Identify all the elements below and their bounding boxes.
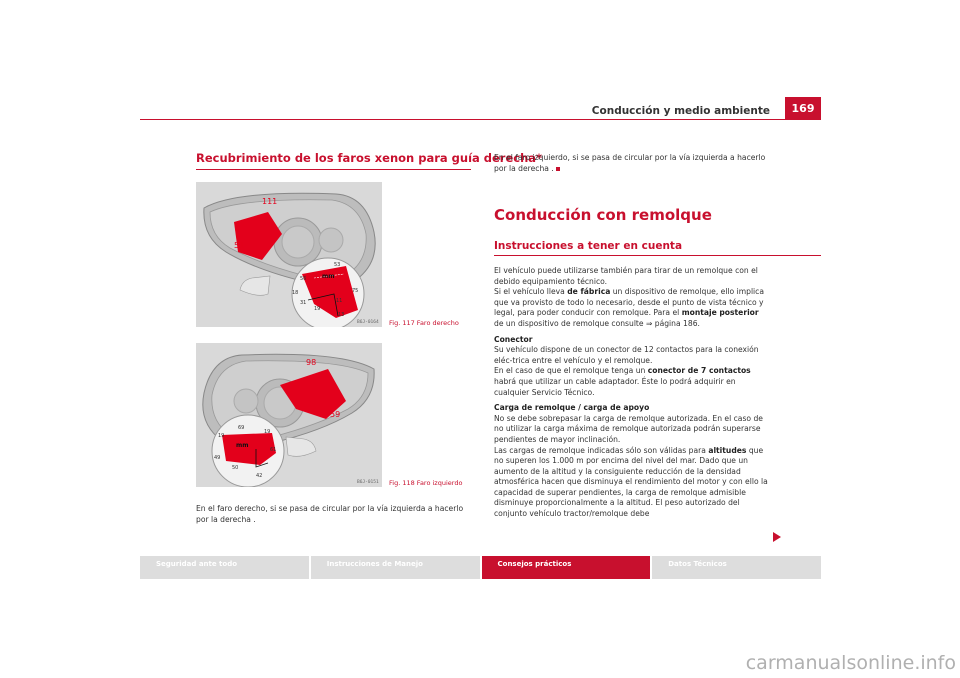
tab-consejos-active[interactable]: Consejos prácticos (482, 556, 651, 579)
figure-left-headlight (196, 343, 382, 487)
left-section-rule (196, 169, 471, 170)
paragraph: Si el vehículo lleva de fábrica un dispositivo de remolque, ello implica que va provisto de todo lo necesario, desde el punto de vista técnico y legal, para poder conducir con remolque. Para el montaje posterior de un dispositivo de remolque consulte ⇒ página 186. (494, 287, 764, 328)
dim-label: 42 (256, 473, 263, 479)
right-section-rule (494, 255, 821, 256)
paragraph: Su vehículo dispone de un conector de 12 contactos para la conexión eléc-trica entre el vehículo y el remolque. (494, 345, 759, 365)
right-headlight-illustration (196, 182, 382, 327)
dim-label: 51 (234, 241, 245, 250)
paragraph: El vehículo puede utilizarse también para tirar de un remolque con el debido equipamiento técnico. (494, 266, 758, 286)
dim-label: 11 (336, 298, 343, 304)
end-of-section-mark (556, 167, 560, 171)
left-headlight-illustration (196, 343, 382, 487)
chapter-title: Conducción con remolque (494, 206, 712, 224)
dim-label: 19 (218, 433, 225, 439)
dim-label: 98 (306, 358, 317, 367)
right-body (494, 266, 770, 520)
subheading: Conector (494, 334, 533, 344)
continue-arrow-icon[interactable] (773, 532, 781, 542)
paragraph: No se debe sobrepasar la carga de remolque autorizada. En el caso de no utilizar la carga máxima de remolque autorizada podrán superarse pendientes de mayor inclinación. (494, 413, 763, 444)
figure-118-caption: Fig. 118 Faro izquierdo (389, 479, 463, 487)
paragraph: En el caso de que el remolque tenga un conector de 7 contactos habrá que utilizar un cable adaptador. Éste lo podrá adquirir en cualquier Servicio Técnico. (494, 366, 751, 397)
footer-nav-tabs (140, 556, 821, 579)
figure-right-headlight (196, 182, 382, 327)
header-rule (140, 119, 821, 120)
dim-label: 50 (232, 465, 239, 471)
dim-label: 69 (238, 425, 245, 431)
dim-label: 49 (214, 455, 221, 461)
dim-label: 31 (300, 300, 307, 306)
dim-label: 59 (330, 410, 341, 419)
paragraph: Las cargas de remolque indicadas sólo son válidas para altitudes que no superen los 1.000 m por encima del nivel del mar. Dado que un aumento de la altitud y la consiguiente reducción de la densidad atmosférica hacen que disminuya el rendimiento del motor y con ello la capacidad de superar pendientes, la carga de remolque admisible disminuye proporcionalmente a la altitud. El peso autorizado del conjunto vehículo tractor/remolque debe (494, 445, 768, 519)
left-section-title: Recubrimiento de los faros xenon para guía derecha* (196, 151, 543, 165)
dim-label: 13 (338, 312, 345, 318)
page-number: 169 (785, 97, 821, 119)
dim-label: 19 (264, 429, 271, 435)
dim-label: 53 (334, 262, 341, 268)
tab-seguridad[interactable]: Seguridad ante todo (140, 556, 309, 579)
dim-label: 111 (262, 197, 278, 206)
section-title: Instrucciones a tener en cuenta (494, 240, 683, 252)
left-body-text: En el faro derecho, si se pasa de circular por la vía izquierda a hacerlo por la derecha . (196, 504, 464, 524)
dim-label: 19 (314, 306, 321, 312)
unit-label: mm (236, 442, 249, 449)
unit-label: mm (322, 273, 335, 280)
dim-label: 18 (292, 290, 299, 296)
dim-label: 61 (270, 447, 277, 453)
dim-label: 75 (352, 288, 359, 294)
subheading: Carga de remolque / carga de apoyo (494, 403, 650, 413)
tab-datos-tecnicos[interactable]: Datos Técnicos (652, 556, 821, 579)
figure-code: B6J-0164 (357, 320, 379, 325)
right-intro-text: En el faro izquierdo, si se pasa de circular por la vía izquierda a hacerlo por la derecha . (494, 153, 766, 173)
dim-label: 56 (300, 276, 307, 282)
figure-117-caption: Fig. 117 Faro derecho (389, 319, 459, 327)
figure-code: B6J-0151 (357, 480, 379, 485)
running-header-title: Conducción y medio ambiente (591, 105, 770, 117)
watermark: carmanualsonline.info (745, 652, 956, 674)
tab-instrucciones[interactable]: Instrucciones de Manejo (311, 556, 480, 579)
